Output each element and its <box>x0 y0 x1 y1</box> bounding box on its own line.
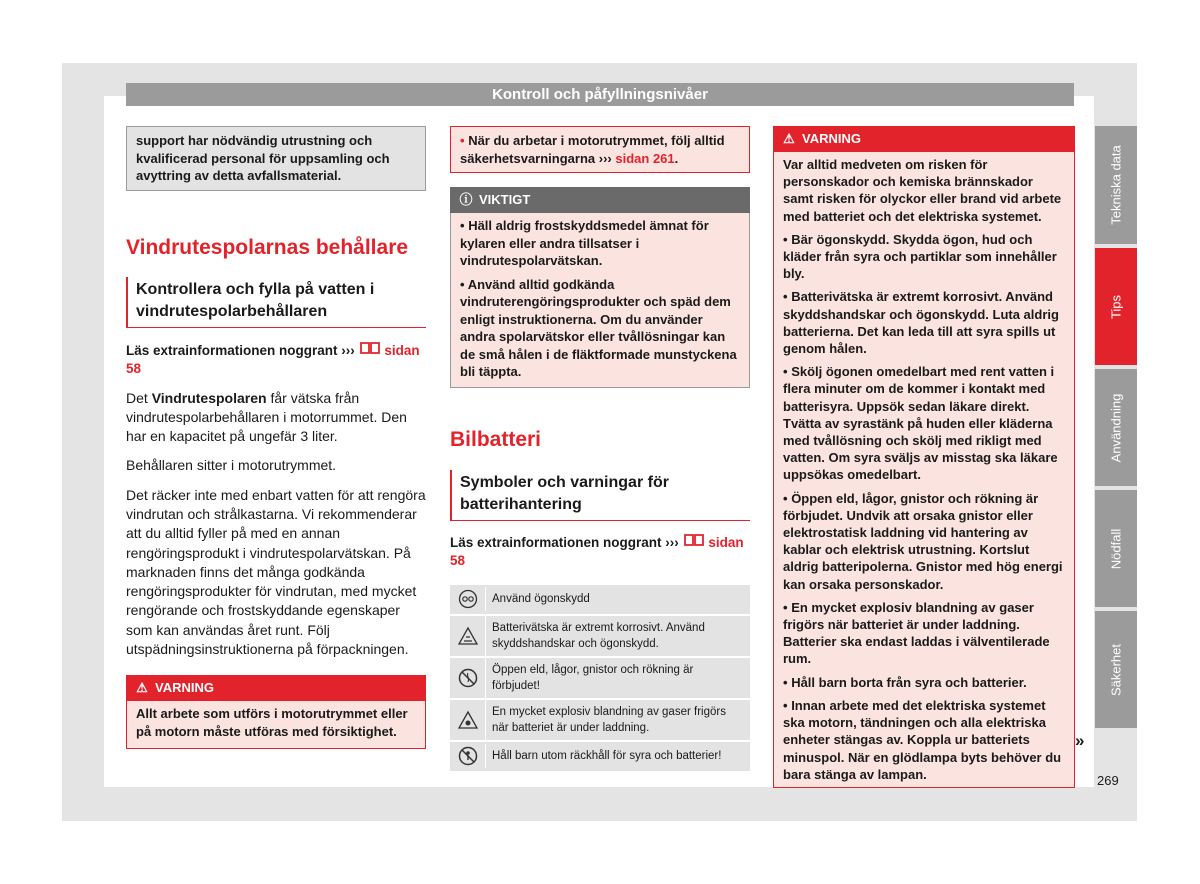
no-fire-icon <box>450 668 485 688</box>
read-more-note: Läs extrainformationen noggrant ››› sidan 58 <box>450 534 744 568</box>
table-row: Öppen eld, lågor, gnistor och rökning är förbjudet! <box>450 658 750 698</box>
warning-item: • Skölj ögonen omedelbart med rent vatten i flera minuter om de kommer i kontakt med batterisyra. Uppsök sedan läkare direkt. Tvätta av syrastänk på huden eller kläderna med tvållösning och skölj med rikligt med vatten. Om syra sväljs av misstag ska läkare uppsökas omedelbart. <box>783 364 1058 483</box>
warning-triangle-icon: ⚠ <box>783 131 795 146</box>
book-icon <box>683 535 705 550</box>
warning-item: • Innan arbete med det elektriska systemet ska motorn, tändningen och alla elektriska enheter stängas av. Koppla ur batteriets minuspol. När en glödlampa byts behöver du bara stänga av lampan. <box>783 697 1062 782</box>
table-row: Håll barn utom räckhåll för syra och batterier! <box>450 742 750 771</box>
page-number: 269 <box>1097 773 1119 788</box>
paragraph-location: Behållaren sitter i motorutrymmet. <box>126 457 337 474</box>
corrosive-icon <box>450 626 485 646</box>
column-middle <box>450 126 750 773</box>
warning-item: • Öppen eld, lågor, gnistor och rökning är förbjudet. Undvik att orsaka gnistor eller elektrostatisk laddning vid hantering av kablar och elektrisk utrustning. Kortslut aldrig batteripolerna. Gnistor med hög energi kan orsaka personskador. <box>783 490 1063 592</box>
warning-item: • Bär ögonskydd. Skydda ögon, hud och kläder från syra och partiklar som innehåller bly. <box>783 231 1057 282</box>
explosive-icon <box>450 710 485 730</box>
important-header: ⓘ VIKTIGT <box>450 187 750 213</box>
tab-nodfall[interactable]: Nödfall <box>1095 490 1137 607</box>
subheading-fill-washer: Kontrollera och fylla på vatten i vindrutespolarbehållaren <box>126 277 426 328</box>
warning-header: ⚠ VARNING <box>126 675 426 701</box>
warning-body: Allt arbete som utförs i motorutrymmet eller på motorn måste utföras med försiktighet. <box>126 701 426 748</box>
subheading-battery-symbols: Symboler och varningar för batterihantering <box>450 470 750 521</box>
page-link[interactable]: sidan 58 <box>450 534 744 568</box>
symbol-table <box>450 585 750 771</box>
safety-note-box: • När du arbetar i motorutrymmet, följ alltid säkerhetsvarningarna ››› sidan 261. <box>450 126 750 173</box>
warning-header: ⚠ VARNING <box>773 126 1075 152</box>
section-header: Kontroll och påfyllningsnivåer <box>126 83 1074 106</box>
safety-page-link[interactable]: sidan 261 <box>615 150 675 166</box>
table-row: Batterivätska är extremt korrosivt. Använd skyddshandskar och ögonskydd. <box>450 616 750 656</box>
important-item: • Häll aldrig frostskyddsmedel ämnat för kylaren eller andra tillsatser i vindrutespolarvätskan. <box>460 218 709 268</box>
table-row: Använd ögonskydd <box>450 585 750 614</box>
warning-triangle-icon: ⚠ <box>136 680 148 696</box>
warning-intro: Var alltid medveten om risken för personskador och kemiska brännskador samt risken för olyckor eller brand vid arbete med batteriet och det elektriska systemet. <box>783 157 1062 224</box>
heading-washer-reservoir: Vindrutespolarnas behållare <box>126 235 409 259</box>
info-icon: ⓘ <box>459 192 473 207</box>
tab-tekniska-data[interactable]: Tekniska data <box>1095 126 1137 244</box>
important-item: • Använd alltid godkända vindruterengöringsprodukter och späd dem enligt instruktionerna. Om du använder andra spolarvätskor eller tvållösningar kan de små hålen i de fläktformade munstyckena bli täppta. <box>460 276 737 379</box>
warning-item: • Håll barn borta från syra och batterier. <box>783 674 1027 690</box>
heading-car-battery: Bilbatteri <box>450 427 542 451</box>
column-left <box>126 126 426 749</box>
no-children-icon <box>450 746 485 766</box>
warning-body <box>773 152 1075 788</box>
paragraph-reservoir: Det Vindrutespolaren får vätska från vindrutespolarbehållaren i motorrummet. Den har en kapacitet på ungefär 3 liter. <box>126 389 407 445</box>
tab-sakerhet[interactable]: Säkerhet <box>1095 611 1137 728</box>
important-body <box>450 213 750 388</box>
tab-anvandning[interactable]: Användning <box>1095 369 1137 486</box>
page-link[interactable]: sidan 58 <box>126 342 420 376</box>
read-more-note: Läs extrainformationen noggrant ››› sidan 58 <box>126 342 420 376</box>
continue-marker: » <box>1075 731 1085 750</box>
warning-item: • En mycket explosiv blandning av gaser frigörs när batteriet är under laddning. Batterier ska endast laddas i välventilerade rum. <box>783 599 1050 667</box>
tab-tips[interactable]: Tips <box>1095 248 1137 365</box>
goggles-icon <box>450 589 485 609</box>
table-row: En mycket explosiv blandning av gaser frigörs när batteriet är under laddning. <box>450 700 750 740</box>
book-icon <box>359 343 381 358</box>
column-right <box>773 126 1075 788</box>
warning-item: • Batterivätska är extremt korrosivt. Använd skyddshandskar och ögonskydd. Luta aldrig batterierna. Det kan leda till att syra spills ut genom hålen. <box>783 289 1059 357</box>
paragraph-cleaning: Det räcker inte med enbart vatten för att rengöra vindrutan och strålkastarna. Vi rekommenderar att du alltid fyller på med en annan rengöringsprodukt i vindrutespolarvätskan. På marknaden finns det många godkända rengöringsprodukter för vindrutan, med mycket rengörande och frostskyddande egenskaper som kan användas året runt. Följ utspädningsinstruktionerna på förpackningen. <box>126 486 426 658</box>
note-box: support har nödvändig utrustning och kvalificerad personal för uppsamling och avyttring av detta avfallsmaterial. <box>126 126 426 191</box>
